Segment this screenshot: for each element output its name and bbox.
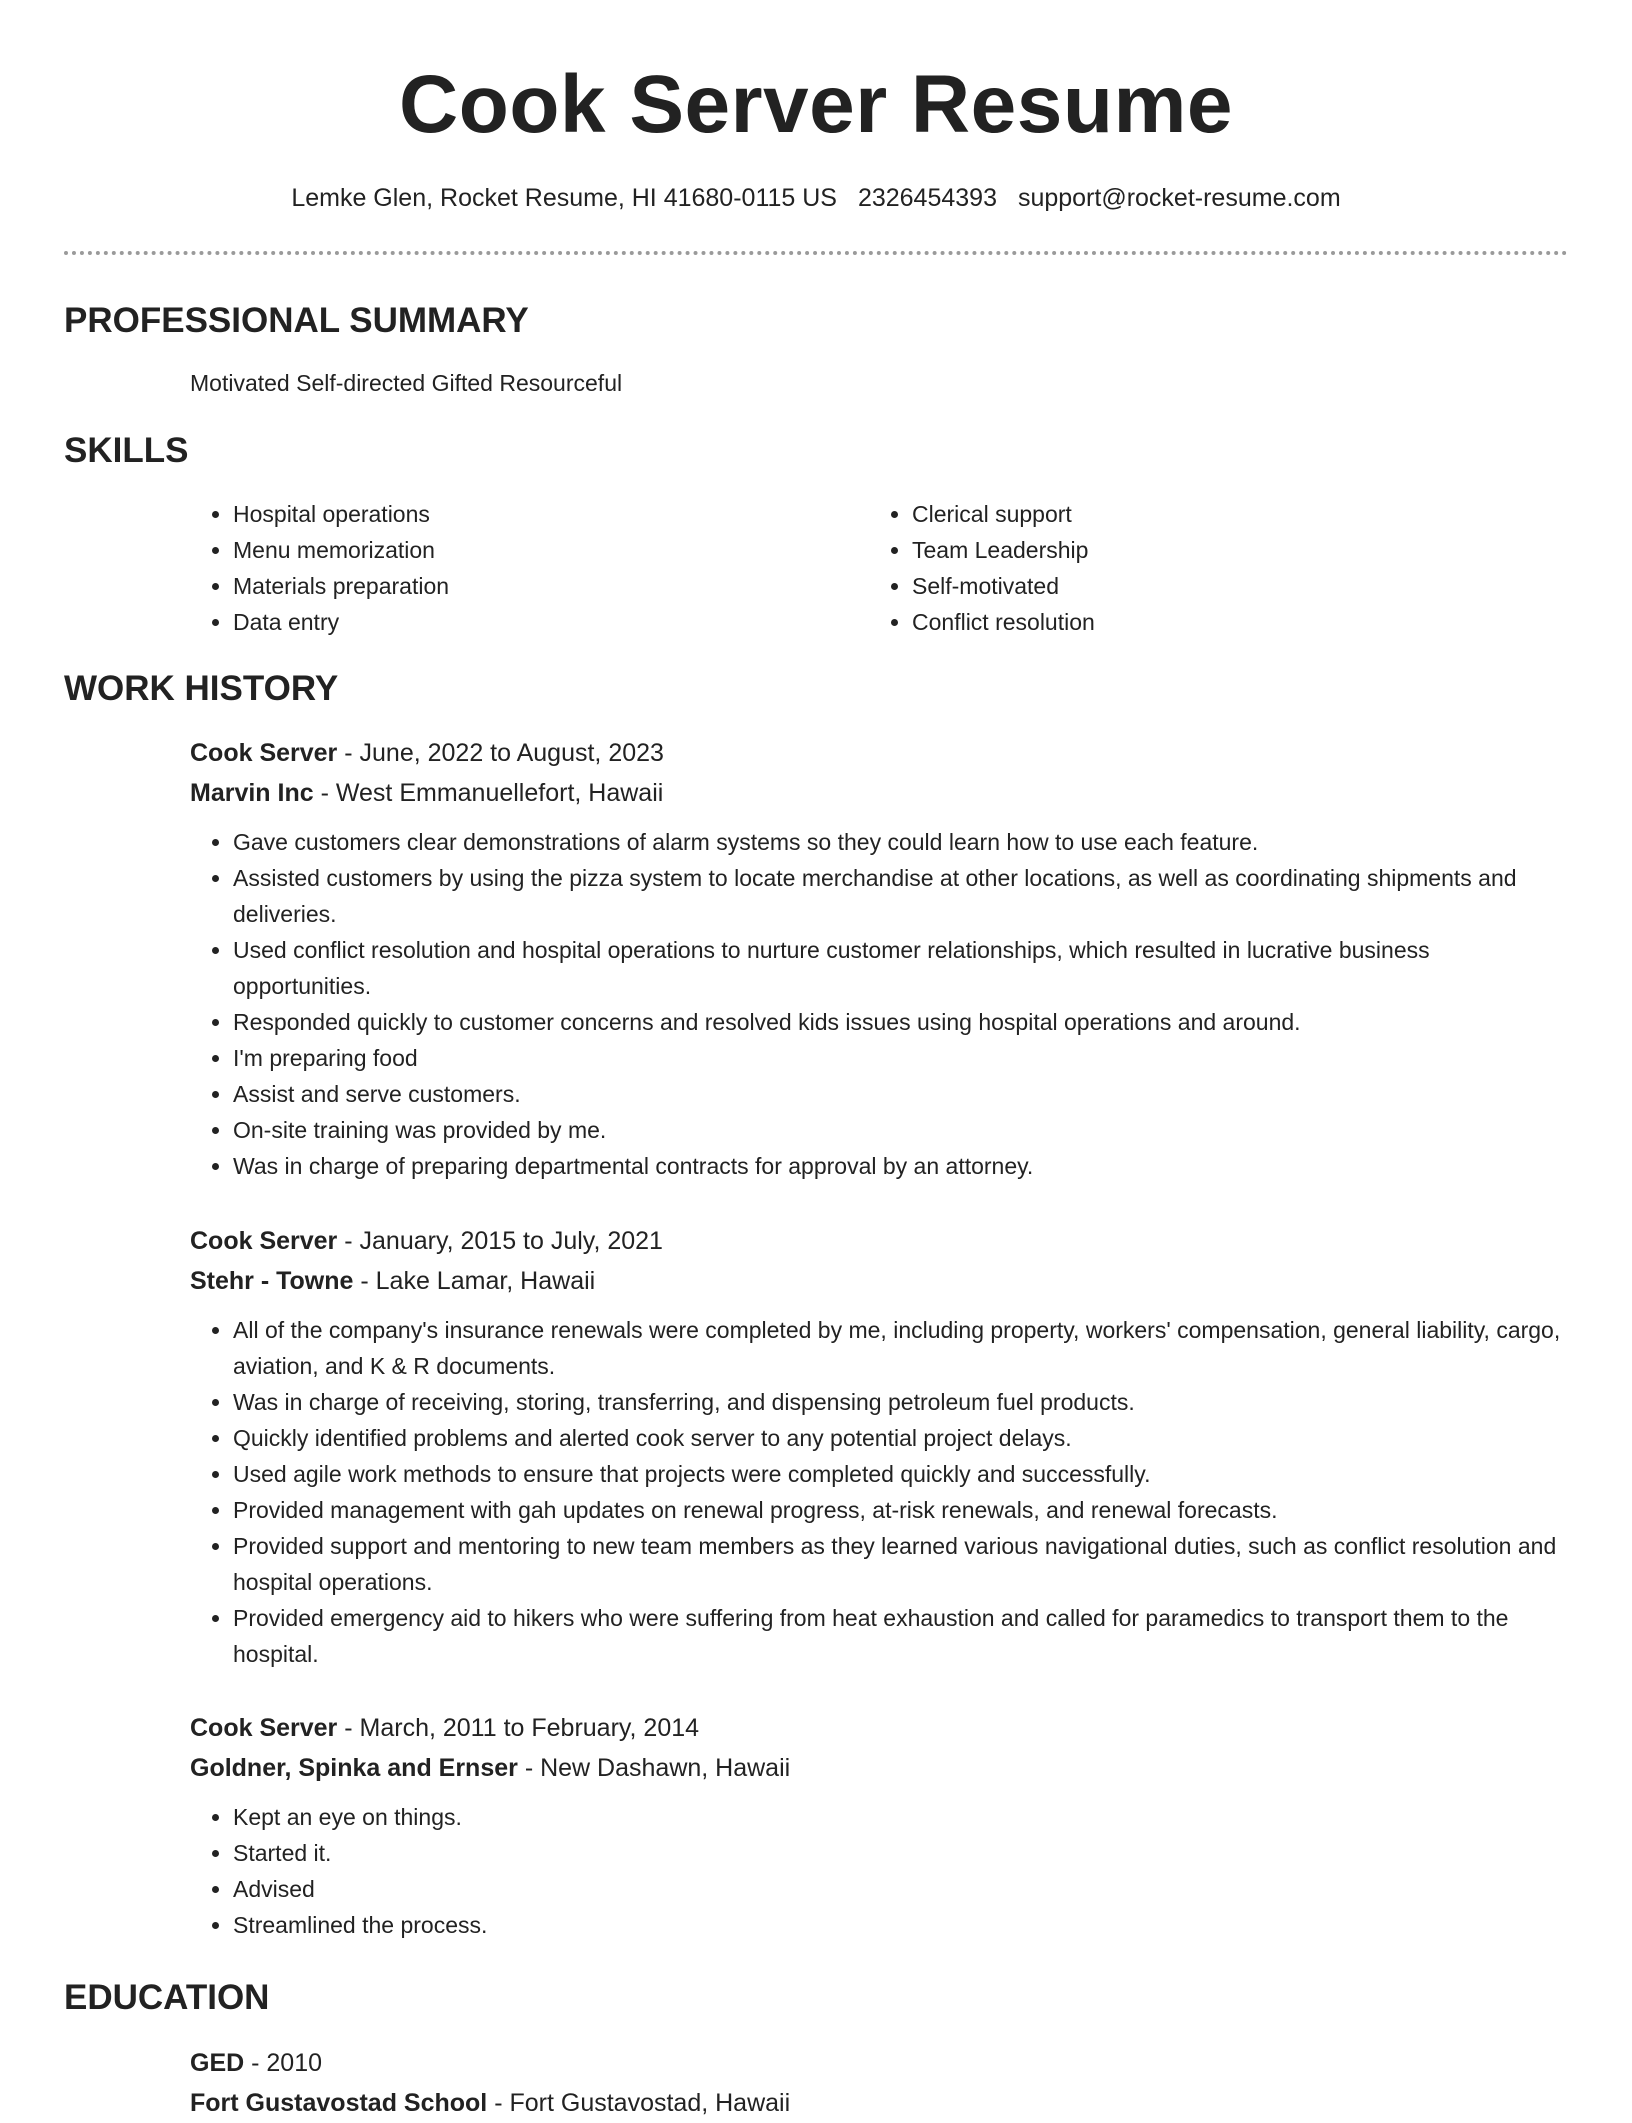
skills-heading: SKILLS <box>64 431 189 470</box>
job-title-line <box>190 1221 1568 1261</box>
contact-line <box>0 181 1632 215</box>
job-title: Cook Server <box>190 1227 338 1255</box>
skill-item: • Materials preparation <box>233 568 449 604</box>
job-entry <box>190 1221 1568 1672</box>
education-school: Fort Gustavostad School <box>190 2089 488 2117</box>
job-bullets <box>190 824 1568 1184</box>
education-degree: GED <box>190 2049 245 2077</box>
education-location: - Fort Gustavostad, Hawaii <box>487 2089 791 2117</box>
skill-item: • Menu memorization <box>233 532 449 568</box>
job-company: Marvin Inc <box>190 779 314 807</box>
skills-list-left <box>190 496 449 640</box>
job-title: Cook Server <box>190 739 338 767</box>
education-heading: EDUCATION <box>64 1978 270 2017</box>
skill-item: • Team Leadership <box>912 532 1095 568</box>
summary-text: Motivated Self-directed Gifted Resourceful <box>190 370 623 396</box>
job-bullet: • Gave customers clear demonstrations of alarm systems so they could learn how to use each feature. <box>233 824 1568 860</box>
job-bullet: • Provided support and mentoring to new team members as they learned various navigational duties, such as conflict resolution and hospital operations. <box>233 1528 1568 1600</box>
job-bullet: • On-site training was provided by me. <box>233 1112 1568 1148</box>
job-bullets <box>190 1312 1568 1672</box>
job-bullet: • Was in charge of preparing departmental contracts for approval by an attorney. <box>233 1148 1568 1184</box>
job-dates: - January, 2015 to July, 2021 <box>337 1227 663 1255</box>
header-divider <box>64 251 1568 255</box>
job-bullet: • Quickly identified problems and alerted cook server to any potential project delays. <box>233 1420 1568 1456</box>
job-bullet: • Used agile work methods to ensure that projects were completed quickly and successfully. <box>233 1456 1568 1492</box>
job-company-line <box>190 1261 1568 1301</box>
education-school-line <box>190 2083 1568 2123</box>
contact-phone: 2326454393 <box>857 184 997 212</box>
job-title-line <box>190 1708 1568 1748</box>
job-entry <box>190 1708 1568 1943</box>
job-bullet: • I'm preparing food <box>233 1040 1568 1076</box>
work-history-heading: WORK HISTORY <box>64 669 339 708</box>
job-bullet: • Advised <box>233 1871 1568 1907</box>
page-title: Cook Server Resume <box>399 59 1233 150</box>
job-bullet: • All of the company's insurance renewals were completed by me, including property, workers' compensation, general liability, cargo, aviation, and K & R documents. <box>233 1312 1568 1384</box>
job-bullet: • Provided management with gah updates on renewal progress, at-risk renewals, and renewal forecasts. <box>233 1492 1568 1528</box>
skill-item: • Data entry <box>233 604 449 640</box>
job-company: Stehr - Towne <box>190 1267 354 1295</box>
skill-item: • Conflict resolution <box>912 604 1095 640</box>
skill-item: • Hospital operations <box>233 496 449 532</box>
skill-item: • Self-motivated <box>912 568 1095 604</box>
job-location: - Lake Lamar, Hawaii <box>353 1267 596 1295</box>
job-bullets <box>190 1799 1568 1943</box>
education-degree-line <box>190 2043 1568 2083</box>
job-dates: - June, 2022 to August, 2023 <box>337 739 664 767</box>
job-bullet: • Used conflict resolution and hospital operations to nurture customer relationships, which resulted in lucrative business opportunities. <box>233 932 1568 1004</box>
job-company-line <box>190 773 1568 813</box>
job-location: - New Dashawn, Hawaii <box>517 1754 791 1782</box>
job-bullet: • Assisted customers by using the pizza system to locate merchandise at other locations, as well as coordinating shipments and deliveries. <box>233 860 1568 932</box>
job-bullet: • Streamlined the process. <box>233 1907 1568 1943</box>
job-company-line <box>190 1748 1568 1788</box>
contact-address: Lemke Glen, Rocket Resume, HI 41680-0115 US <box>291 184 837 212</box>
job-bullet: • Provided emergency aid to hikers who were suffering from heat exhaustion and called for paramedics to transport them to the hospital. <box>233 1600 1568 1672</box>
job-title-line <box>190 733 1568 773</box>
job-bullet: • Responded quickly to customer concerns and resolved kids issues using hospital operations and around. <box>233 1004 1568 1040</box>
job-company: Goldner, Spinka and Ernser <box>190 1754 518 1782</box>
job-bullet: • Was in charge of receiving, storing, transferring, and dispensing petroleum fuel products. <box>233 1384 1568 1420</box>
skill-item: • Clerical support <box>912 496 1095 532</box>
job-dates: - March, 2011 to February, 2014 <box>337 1714 700 1742</box>
education-entry <box>190 2043 1568 2123</box>
summary-heading: PROFESSIONAL SUMMARY <box>64 301 529 340</box>
job-bullet: • Kept an eye on things. <box>233 1799 1568 1835</box>
job-title: Cook Server <box>190 1714 338 1742</box>
job-entry <box>190 733 1568 1184</box>
job-location: - West Emmanuellefort, Hawaii <box>313 779 664 807</box>
job-bullet: • Started it. <box>233 1835 1568 1871</box>
contact-email: support@rocket-resume.com <box>1017 184 1341 212</box>
job-bullet: • Assist and serve customers. <box>233 1076 1568 1112</box>
skills-list-right <box>869 496 1095 640</box>
education-year: - 2010 <box>244 2049 323 2077</box>
